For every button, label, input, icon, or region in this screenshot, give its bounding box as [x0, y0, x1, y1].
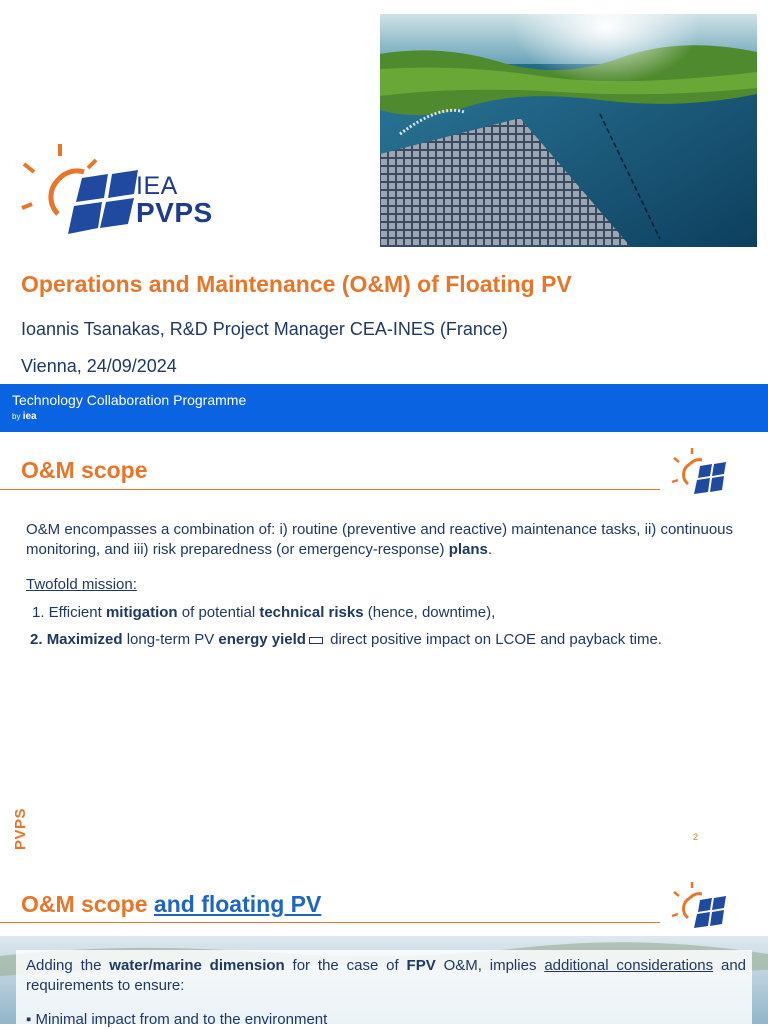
slide2-title: O&M scope [21, 457, 148, 483]
mission-item-1 [32, 604, 495, 621]
om-definition-end: . [487, 541, 493, 558]
floating-pv-photo [380, 14, 757, 247]
p3-underline: additional considerations [544, 957, 714, 974]
side-pvps-label: PVPS [12, 807, 29, 850]
p1: Adding the [26, 957, 110, 974]
tcp-org: iea [22, 411, 37, 422]
mission-item-2 [30, 631, 662, 648]
item1-bold1: mitigation [105, 604, 178, 621]
presentation-title: Operations and Maintenance (O&M) of Floating PV [21, 271, 572, 297]
item1-end: (hence, downtime), [363, 604, 496, 621]
p4: and requirements to ensure: [26, 957, 747, 994]
presenter-name: Ioannis Tsanakas, R&D Project Manager CEA-INES (France) [21, 319, 508, 339]
slide3-title-link[interactable]: and floating PV [153, 891, 322, 917]
tcp-by-text: by [12, 412, 21, 421]
p2: for the case of [284, 957, 407, 974]
slide3-title [21, 891, 321, 918]
twofold-mission-heading: Twofold mission: [26, 576, 137, 593]
p2-bold: FPV [406, 957, 436, 974]
logo-text-pvps: PVPS [136, 197, 213, 228]
venue-date: Vienna, 24/09/2024 [21, 356, 177, 376]
item1-bold2: technical risks [259, 604, 364, 621]
slide2-divider [0, 489, 660, 490]
item2-bold1: Maximized [46, 631, 123, 648]
slide3-title-a: O&M scope [21, 891, 154, 917]
p3: O&M, implies [435, 957, 545, 974]
item2-end: direct positive impact on LCOE and payback time. [325, 631, 662, 648]
pvps-sun-icon [668, 446, 732, 502]
fpv-considerations-paragraph [26, 956, 746, 996]
pvps-sun-icon-2 [668, 880, 732, 936]
page-number: 2 [693, 832, 699, 842]
tcp-label: Technology Collaboration Programme [12, 392, 247, 408]
logo-text-iea: IEA [136, 172, 178, 200]
bullet-item-1: ▪ Minimal impact from and to the environment [26, 1011, 328, 1028]
tcp-by-iea [12, 411, 37, 422]
item1-mid: of potential [177, 604, 260, 621]
item2-num: 2. [30, 631, 47, 648]
bullet-item-1-text: Minimal impact from and to the environment [35, 1011, 328, 1028]
item2-bold2: energy yield [218, 631, 306, 648]
slide3-divider [0, 922, 660, 923]
item2-mid: long-term PV [122, 631, 219, 648]
om-definition-bold: plans [448, 541, 488, 558]
p1-bold: water/marine dimension [109, 957, 285, 974]
item1-num: 1. Efficient [32, 604, 106, 621]
implies-arrow-icon [309, 637, 323, 644]
om-definition-text: O&M encompasses a combination of: i) routine (preventive and reactive) maintenance tasks, ii) continuous monitoring, and iii) risk preparedness (or emergency-response) [26, 521, 734, 558]
om-definition-paragraph [26, 520, 738, 560]
